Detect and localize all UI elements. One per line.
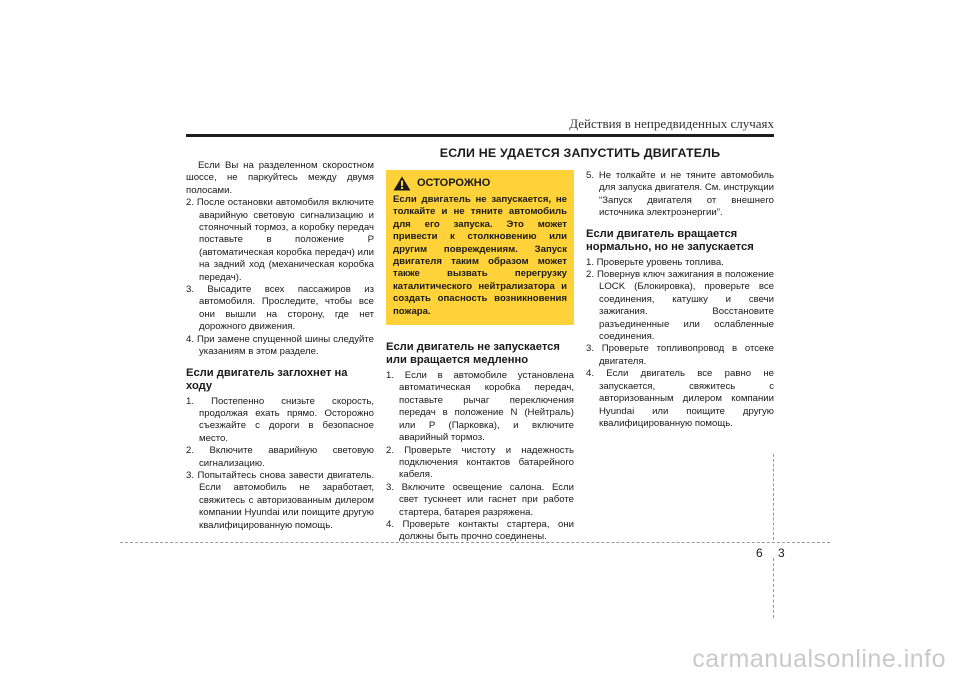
list-item: 3. Включите освещение салона. Если свет тускнеет или гаснет при работе стартера, батарея разряжена. [386,481,574,518]
list-item: 1. Постепенно снизьте скорость, продолжая ехать прямо. Осторожно съезжайте с дороги в безопасное место. [186,395,374,444]
watermark: carmanualsonline.info [692,645,946,673]
page-number-value: 3 [778,546,785,560]
list-item: 1. Если в автомобиле установлена автоматическая коробка передач, поставьте рычаг переключения передач в положение N (Нейтраль) или P (Парковка), и включите аварийный тормоз. [386,370,574,444]
column-2 [386,170,574,544]
warning-header [393,176,567,191]
page-header-title: Действия в непредвиденных случаях [569,116,774,131]
steps-list-3 [386,370,574,544]
column-3 [586,170,774,430]
list-item: 2. Проверьте чистоту и надежность подключения контактов батарейного кабеля. [386,444,574,481]
subheading-engine-stalls: Если двигатель заглохнет на ходу [186,366,348,392]
list-item: 1. Проверьте уровень топлива. [586,256,724,268]
warning-box [386,170,574,325]
column-1 [186,160,374,532]
chapter-number: 6 [756,546,763,560]
steps-list-2 [186,396,374,532]
warning-title: ОСТОРОЖНО [417,177,491,190]
steps-list-4 [586,170,774,220]
intro-paragraph: Если Вы на разделенном скоростном шоссе, не паркуйтесь между двумя полосами. [186,160,374,196]
footer-rule [120,542,830,543]
subheading-engine-not-starting: Если двигатель не запускается или вращается медленно [386,341,560,367]
footer-vertical-guide-top [773,454,774,540]
list-item: 3. Попытайтесь снова завести двигатель. Если автомобиль не заработает, свяжитесь с авторизованным дилером компании Hyundai или поищите другую квалифицированную помощь. [186,469,374,531]
steps-list-5 [586,257,774,431]
list-item: 4. Проверьте контакты стартера, они должны быть прочно соединены. [386,518,574,543]
list-item: 3. Высадите всех пассажиров из автомобиля. Проследите, чтобы все они вышли на сторону, где нет дорожного движения. [186,284,374,333]
section-title: ЕСЛИ НЕ УДАЕТСЯ ЗАПУСТИТЬ ДВИГАТЕЛЬ [439,146,721,160]
list-item: 2. Включите аварийную световую сигнализацию. [186,445,374,469]
steps-list-1 [186,197,374,358]
footer-vertical-guide-bottom [773,558,774,618]
list-item: 3. Проверьте топливопровод в отсеке двигателя. [586,343,774,367]
subheading-engine-turns-no-start: Если двигатель вращается нормально, но не запускается [586,227,754,253]
list-item: 2. Повернув ключ зажигания в положение LOCK (Блокировка), проверьте все соединения, катушку и свечи зажигания. Восстановите разъединенные или ослабленные соединения. [586,269,774,343]
warning-triangle-icon [393,176,411,191]
list-item: 2. После остановки автомобиля включите аварийную световую сигнализацию и стояночный тормоз, а коробку передач поставьте в положение P (автоматическая коробка передач) или на задний ход (механическая коробка передач). [186,197,374,283]
list-item: 4. При замене спущенной шины следуйте указаниям в этом разделе. [186,333,374,358]
list-item: 5. Не толкайте и не тяните автомобиль для запуска двигателя. См. инструкции “Запуск двигателя от внешнего источника электроэнергии”. [586,170,774,219]
list-item: 4. Если двигатель все равно не запускается, свяжитесь с авторизованным дилером компании Hyundai или поищите другую квалифицированную помощь. [586,368,774,429]
warning-text: Если двигатель не запускается, не толкайте и не тяните автомобиль для его запуска. Это может привести к столкновению или другим повреждениям. Запуск двигателя таким образом может также вызвать перегрузку каталитического нейтрализатора и создать опасность возникновения пожара. [393,194,567,317]
header-rule [186,134,774,137]
